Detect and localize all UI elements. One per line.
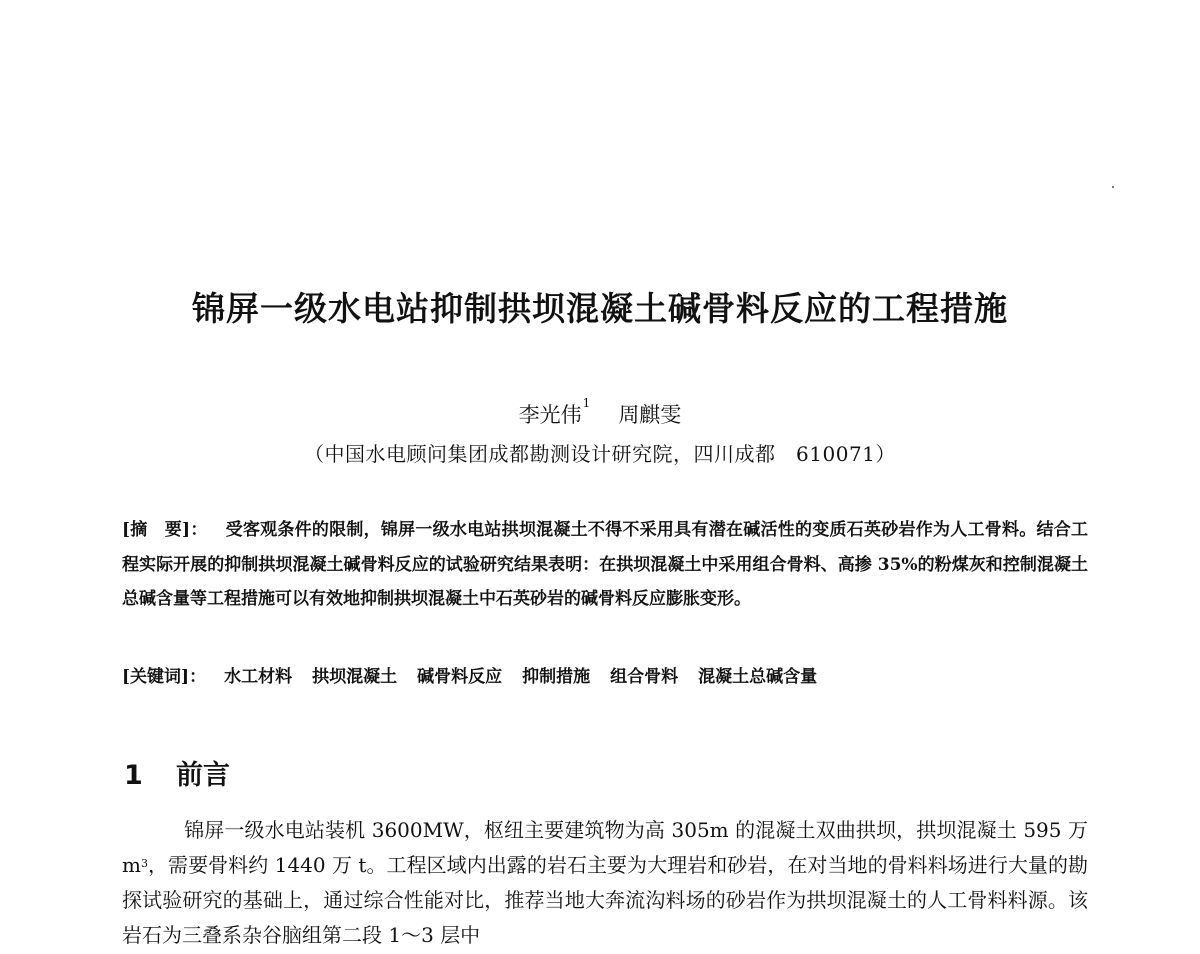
section-title: 前言 bbox=[176, 760, 230, 791]
scan-speck bbox=[1112, 186, 1114, 188]
author-1: 李光伟 bbox=[518, 403, 582, 427]
abstract-label: [摘 要]： bbox=[122, 520, 208, 540]
section-heading bbox=[124, 753, 230, 792]
keyword: 水工材料 bbox=[224, 667, 293, 687]
author-2: 周麒雯 bbox=[618, 403, 682, 427]
keyword: 混凝土总碱含量 bbox=[698, 667, 818, 687]
keyword: 组合骨料 bbox=[610, 667, 679, 687]
author-1-affiliation-mark: 1 bbox=[582, 396, 591, 410]
section-number: 1 bbox=[124, 760, 143, 791]
keyword: 抑制措施 bbox=[522, 667, 591, 687]
unit-superscript: 3 bbox=[140, 857, 148, 870]
abstract bbox=[122, 513, 1088, 617]
paper-title: 锦屏一级水电站抑制拱坝混凝土碱骨料反应的工程措施 bbox=[192, 289, 1008, 328]
body-text-part-1: 锦屏一级水电站装机 3600MW，枢纽主要建筑物为高 305m 的混凝土双曲拱坝，拱坝混凝土 595 万 m bbox=[122, 818, 1088, 877]
body-text-part-2: ，需要骨料约 1440 万 t。工程区域内出露的岩石主要为大理岩和砂岩，在对当地的骨料料场进行大量的勘探试验研究的基础上，通过综合性能对比，推荐当地大奔流沟料场的砂岩作为拱坝混凝土的人工骨料料源。该岩石为三叠系杂谷脑组第二段 1～3 层中 bbox=[122, 853, 1088, 947]
keyword: 碱骨料反应 bbox=[417, 667, 503, 687]
affiliation: （中国水电顾问集团成都勘测设计研究院，四川成都 610071） bbox=[304, 442, 896, 466]
keywords-label: [关键词]： bbox=[122, 667, 207, 687]
abstract-text: 受客观条件的限制，锦屏一级水电站拱坝混凝土不得不采用具有潜在碱活性的变质石英砂岩作为人工骨料。结合工程实际开展的抑制拱坝混凝土碱骨料反应的试验研究结果表明：在拱坝混凝土中采用组合骨料、高掺 35%的粉煤灰和控制混凝土总碱含量等工程措施可以有效地抑制拱坝混凝土中石英砂岩的碱骨料反应膨胀变形。 bbox=[122, 520, 1088, 609]
author-line bbox=[0, 396, 1200, 429]
keyword: 拱坝混凝土 bbox=[312, 667, 398, 687]
keywords bbox=[122, 662, 1088, 687]
body-paragraph bbox=[122, 813, 1088, 953]
